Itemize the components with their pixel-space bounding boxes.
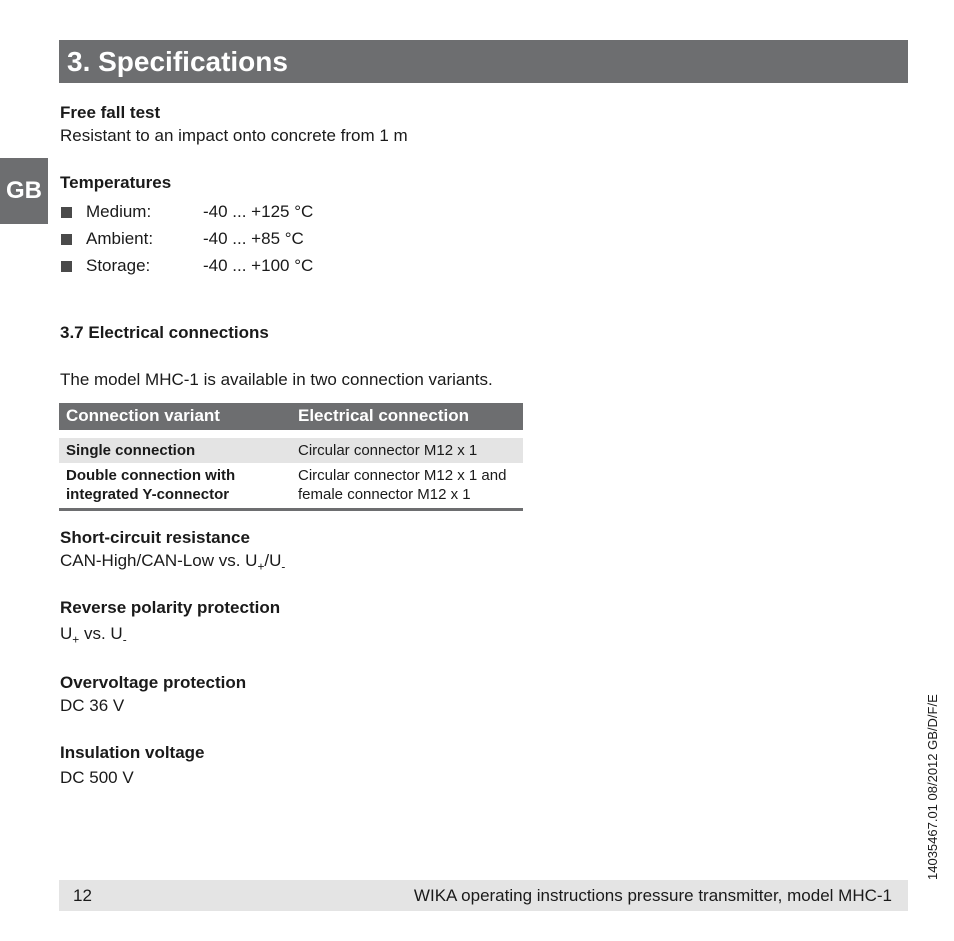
electrical-intro: The model MHC-1 is available in two connection variants. (60, 370, 493, 389)
table-cell: integrated Y-connector (66, 486, 230, 503)
bullet-square-icon (61, 234, 72, 245)
temperature-value: -40 ... +100 °C (203, 256, 314, 275)
free-fall-text: Resistant to an impact onto concrete from 1 m (60, 126, 408, 145)
insulation-heading: Insulation voltage (60, 743, 205, 762)
overvoltage-text: DC 36 V (60, 696, 125, 715)
table-cell: Circular connector M12 x 1 and (298, 467, 507, 484)
temperature-label: Ambient: (86, 229, 154, 248)
reverse-polarity-text: $U_+$ vs. $U_-$ (60, 624, 127, 647)
footer-title: WIKA operating instructions pressure transmitter, model MHC-1 (413, 886, 892, 905)
table-cell: female connector M12 x 1 (298, 486, 471, 503)
page-number: 12 (73, 886, 92, 905)
table-row (59, 438, 523, 463)
short-circuit-text: CAN-High/CAN-Low vs. $U_+/U_-$ (60, 551, 286, 574)
temperature-value: -40 ... +125 °C (203, 202, 314, 221)
reverse-polarity-heading: Reverse polarity protection (60, 598, 281, 617)
column-header: Connection variant (66, 406, 220, 425)
free-fall-heading: Free fall test (60, 103, 161, 122)
document-code: 14035467.01 08/2012 GB/D/F/E (925, 694, 940, 880)
table-header (59, 403, 523, 430)
temperatures-heading: Temperatures (60, 173, 172, 192)
temperature-label: Medium: (86, 202, 152, 221)
connection-table (59, 403, 523, 511)
temperature-value: -40 ... +85 °C (203, 229, 304, 248)
bullet-square-icon (61, 207, 72, 218)
bullet-square-icon (61, 261, 72, 272)
page-footer (59, 880, 908, 911)
table-row (59, 463, 523, 511)
short-circuit-heading: Short-circuit resistance (60, 528, 250, 547)
table-cell: Double connection with (66, 467, 236, 484)
section-title: 3. Specifications (59, 40, 908, 83)
overvoltage-heading: Overvoltage protection (60, 673, 247, 692)
column-header: Electrical connection (298, 406, 469, 425)
table-cell: Circular connector M12 x 1 (298, 442, 478, 459)
language-tab: GB (0, 158, 48, 224)
table-cell: Single connection (66, 442, 196, 459)
electrical-heading: 3.7 Electrical connections (60, 323, 269, 342)
temperature-label: Storage: (86, 256, 151, 275)
insulation-text: DC 500 V (60, 768, 134, 787)
